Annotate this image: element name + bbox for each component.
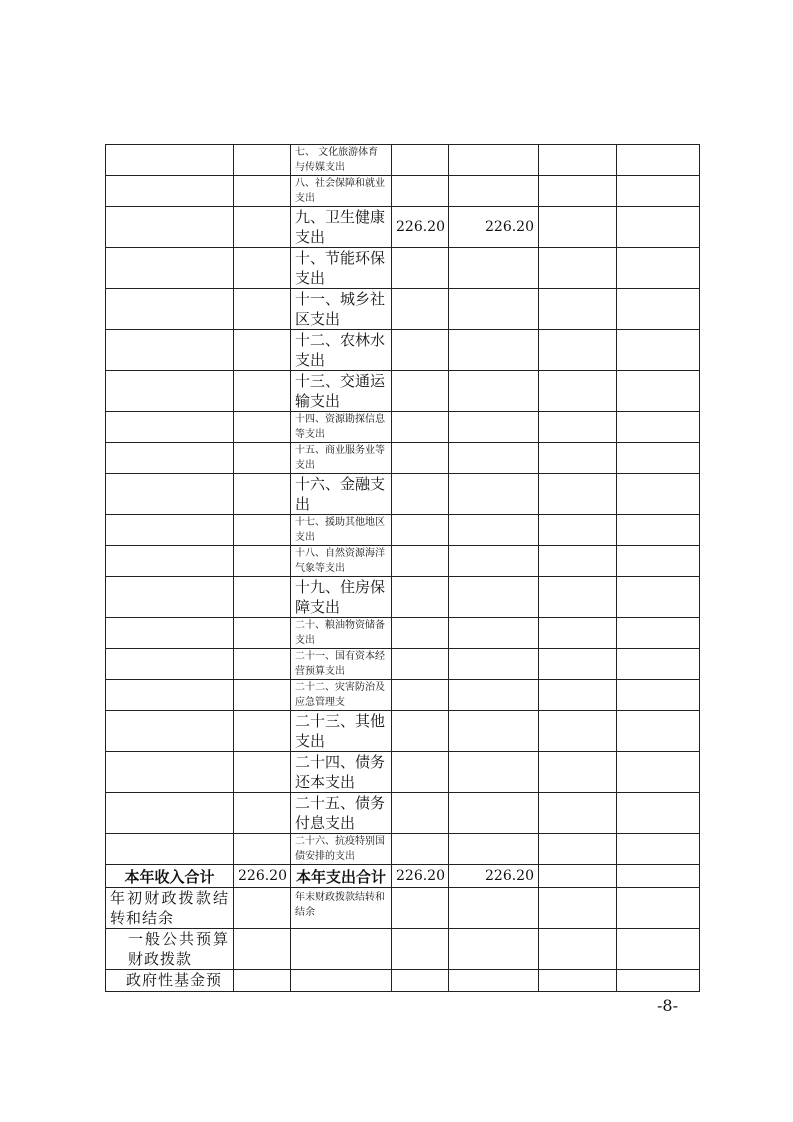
empty-cell (106, 248, 234, 289)
empty-cell (539, 929, 617, 970)
expense-total-value: 226.20 (392, 865, 449, 888)
empty-cell (617, 330, 700, 371)
empty-cell (234, 888, 291, 929)
expenditure-row (106, 793, 700, 834)
empty-cell (617, 176, 700, 207)
empty-cell (234, 443, 291, 474)
empty-cell (617, 970, 700, 992)
expenditure-row (106, 680, 700, 711)
empty-cell (234, 680, 291, 711)
carryover-row (106, 888, 700, 929)
empty-cell (106, 145, 234, 176)
empty-cell (539, 145, 617, 176)
expenditure-item-label: 十八、自然资源海洋气象等支出 (291, 546, 392, 577)
fund-budget-row (106, 970, 700, 992)
empty-cell (539, 412, 617, 443)
expenditure-amount (392, 577, 449, 618)
expenditure-amount (392, 618, 449, 649)
empty-cell (392, 888, 449, 929)
empty-cell (234, 474, 291, 515)
empty-cell (234, 371, 291, 412)
expenditure-general-budget (449, 577, 539, 618)
expenditure-item-label: 十六、金融支出 (291, 474, 392, 515)
expenditure-amount (392, 711, 449, 752)
expenditure-general-budget (449, 618, 539, 649)
empty-cell (617, 412, 700, 443)
empty-cell (234, 711, 291, 752)
expenditure-item-label: 十五、商业服务业等支出 (291, 443, 392, 474)
empty-cell (106, 330, 234, 371)
empty-cell (106, 793, 234, 834)
expenditure-item-label: 十三、交通运输支出 (291, 371, 392, 412)
expense-general-value: 226.20 (449, 865, 539, 888)
empty-cell (617, 888, 700, 929)
empty-cell (617, 546, 700, 577)
empty-cell (106, 711, 234, 752)
expenditure-item-label: 七、 文化旅游体育与传媒支出 (291, 145, 392, 176)
empty-cell (106, 474, 234, 515)
expenditure-row (106, 649, 700, 680)
empty-cell (539, 752, 617, 793)
empty-cell (392, 929, 449, 970)
expenditure-general-budget (449, 474, 539, 515)
expenditure-general-budget (449, 680, 539, 711)
empty-cell (291, 929, 392, 970)
expenditure-amount (392, 474, 449, 515)
empty-cell (539, 888, 617, 929)
expenditure-row (106, 371, 700, 412)
expenditure-general-budget (449, 371, 539, 412)
expenditure-amount (392, 752, 449, 793)
empty-cell (234, 145, 291, 176)
empty-cell (106, 618, 234, 649)
empty-cell (539, 577, 617, 618)
empty-cell (234, 515, 291, 546)
expenditure-amount (392, 371, 449, 412)
empty-cell (234, 546, 291, 577)
expenditure-amount (392, 330, 449, 371)
empty-cell (617, 929, 700, 970)
empty-cell (539, 474, 617, 515)
empty-cell (617, 371, 700, 412)
end-carryover-label: 年末财政拨款结转和结余 (291, 888, 392, 929)
expenditure-amount (392, 412, 449, 443)
empty-cell (106, 752, 234, 793)
expenditure-item-label: 十四、资源勘探信息等支出 (291, 412, 392, 443)
expenditure-row (106, 289, 700, 330)
expenditure-amount (392, 680, 449, 711)
expenditure-item-label: 二十五、债务付息支出 (291, 793, 392, 834)
expenditure-general-budget: 226.20 (449, 207, 539, 248)
expenditure-general-budget (449, 145, 539, 176)
expenditure-row (106, 515, 700, 546)
page-number: -8- (657, 996, 678, 1015)
expenditure-amount (392, 546, 449, 577)
empty-cell (234, 752, 291, 793)
empty-cell (392, 970, 449, 992)
empty-cell (106, 207, 234, 248)
expenditure-item-label: 二十六、抗疫特别国债安排的支出 (291, 834, 392, 865)
expenditure-general-budget (449, 176, 539, 207)
empty-cell (539, 649, 617, 680)
empty-cell (539, 793, 617, 834)
expenditure-general-budget (449, 443, 539, 474)
empty-cell (617, 207, 700, 248)
expenditure-row (106, 248, 700, 289)
expenditure-general-budget (449, 515, 539, 546)
expenditure-amount (392, 834, 449, 865)
expenditure-amount (392, 649, 449, 680)
empty-cell (291, 970, 392, 992)
empty-cell (234, 618, 291, 649)
begin-carryover-label: 年初财政拨款结转和结余 (106, 888, 234, 929)
empty-cell (234, 207, 291, 248)
empty-cell (234, 929, 291, 970)
expenditure-general-budget (449, 412, 539, 443)
empty-cell (617, 680, 700, 711)
expenditure-amount: 226.20 (392, 207, 449, 248)
empty-cell (539, 248, 617, 289)
general-budget-label: 一般公共预算财政拨款 (106, 929, 234, 970)
expenditure-row (106, 474, 700, 515)
empty-cell (539, 176, 617, 207)
expenditure-row (106, 176, 700, 207)
empty-cell (106, 412, 234, 443)
empty-cell (539, 865, 617, 888)
expenditure-amount (392, 248, 449, 289)
empty-cell (106, 546, 234, 577)
expenditure-row (106, 546, 700, 577)
empty-cell (449, 970, 539, 992)
expenditure-row (106, 834, 700, 865)
empty-cell (234, 248, 291, 289)
empty-cell (617, 649, 700, 680)
empty-cell (106, 176, 234, 207)
empty-cell (539, 834, 617, 865)
empty-cell (234, 793, 291, 834)
empty-cell (617, 248, 700, 289)
empty-cell (234, 834, 291, 865)
expenditure-item-label: 十七、援助其他地区支出 (291, 515, 392, 546)
empty-cell (106, 443, 234, 474)
empty-cell (539, 371, 617, 412)
empty-cell (106, 289, 234, 330)
empty-cell (234, 970, 291, 992)
budget-table (105, 144, 700, 992)
expenditure-row (106, 330, 700, 371)
empty-cell (106, 371, 234, 412)
income-total-label: 本年收入合计 (106, 865, 234, 888)
expenditure-item-label: 八、社会保障和就业支出 (291, 176, 392, 207)
expenditure-general-budget (449, 248, 539, 289)
empty-cell (617, 443, 700, 474)
expenditure-amount (392, 515, 449, 546)
expenditure-general-budget (449, 546, 539, 577)
expenditure-item-label: 二十、粮油物资储备支出 (291, 618, 392, 649)
empty-cell (234, 577, 291, 618)
expenditure-amount (392, 793, 449, 834)
totals-row (106, 865, 700, 888)
empty-cell (539, 289, 617, 330)
expenditure-general-budget (449, 752, 539, 793)
empty-cell (617, 865, 700, 888)
expenditure-row (106, 145, 700, 176)
expenditure-general-budget (449, 649, 539, 680)
expenditure-general-budget (449, 289, 539, 330)
general-budget-row (106, 929, 700, 970)
expenditure-item-label: 二十四、债务还本支出 (291, 752, 392, 793)
empty-cell (617, 793, 700, 834)
expenditure-row (106, 618, 700, 649)
empty-cell (234, 412, 291, 443)
expenditure-row (106, 577, 700, 618)
expenditure-item-label: 十、节能环保支出 (291, 248, 392, 289)
empty-cell (449, 888, 539, 929)
empty-cell (539, 515, 617, 546)
empty-cell (539, 618, 617, 649)
empty-cell (106, 680, 234, 711)
empty-cell (106, 577, 234, 618)
expenditure-general-budget (449, 711, 539, 752)
expenditure-item-label: 二十一、国有资本经营预算支出 (291, 649, 392, 680)
empty-cell (617, 577, 700, 618)
expenditure-row (106, 752, 700, 793)
expenditure-amount (392, 443, 449, 474)
expenditure-amount (392, 176, 449, 207)
expenditure-amount (392, 145, 449, 176)
empty-cell (617, 752, 700, 793)
empty-cell (106, 515, 234, 546)
empty-cell (539, 207, 617, 248)
empty-cell (234, 649, 291, 680)
empty-cell (617, 515, 700, 546)
expense-total-label: 本年支出合计 (291, 865, 392, 888)
fund-budget-label: 政府性基金预 (106, 970, 234, 992)
empty-cell (234, 330, 291, 371)
empty-cell (617, 618, 700, 649)
empty-cell (539, 546, 617, 577)
expenditure-row (106, 711, 700, 752)
empty-cell (539, 711, 617, 752)
empty-cell (234, 176, 291, 207)
income-total-value: 226.20 (234, 865, 291, 888)
expenditure-item-label: 十九、住房保障支出 (291, 577, 392, 618)
expenditure-item-label: 十一、城乡社区支出 (291, 289, 392, 330)
expenditure-general-budget (449, 834, 539, 865)
expenditure-item-label: 十二、农林水支出 (291, 330, 392, 371)
expenditure-item-label: 九、卫生健康支出 (291, 207, 392, 248)
expenditure-row (106, 412, 700, 443)
expenditure-row (106, 443, 700, 474)
empty-cell (617, 834, 700, 865)
empty-cell (617, 145, 700, 176)
expenditure-row (106, 207, 700, 248)
expenditure-general-budget (449, 793, 539, 834)
empty-cell (617, 289, 700, 330)
empty-cell (617, 474, 700, 515)
empty-cell (539, 680, 617, 711)
empty-cell (617, 711, 700, 752)
empty-cell (234, 289, 291, 330)
expenditure-general-budget (449, 330, 539, 371)
empty-cell (449, 929, 539, 970)
expenditure-amount (392, 289, 449, 330)
expenditure-item-label: 二十三、其他支出 (291, 711, 392, 752)
empty-cell (539, 330, 617, 371)
empty-cell (106, 649, 234, 680)
expenditure-item-label: 二十二、灾害防治及应急管理支 (291, 680, 392, 711)
empty-cell (106, 834, 234, 865)
empty-cell (539, 443, 617, 474)
empty-cell (539, 970, 617, 992)
